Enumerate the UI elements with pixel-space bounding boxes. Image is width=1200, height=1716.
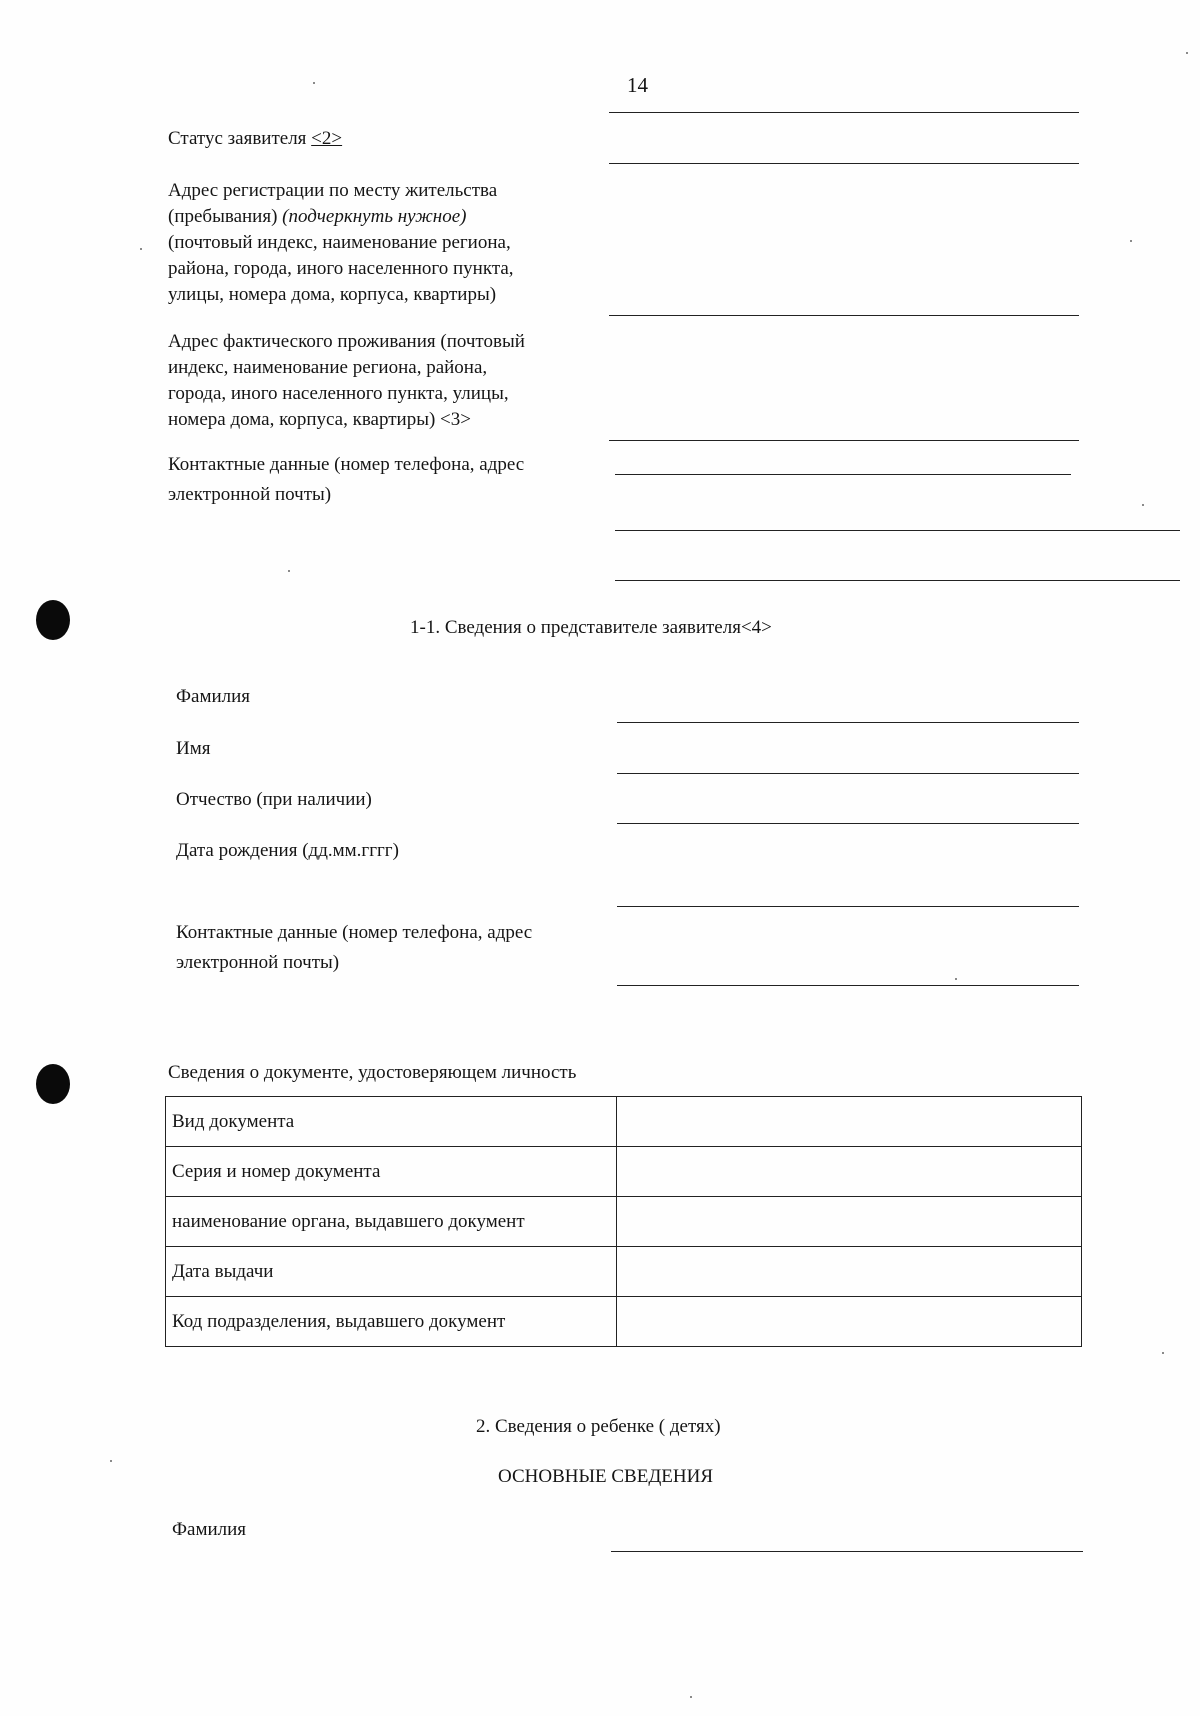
reg-address-label: Адрес регистрации по месту жительства — [168, 180, 498, 201]
table-row — [166, 1247, 1082, 1297]
actual-address-fill-line — [609, 440, 1079, 441]
scan-speck — [313, 82, 315, 84]
rep-contacts-fill-line — [617, 985, 1079, 986]
rep-patronymic-label: Отчество (при наличии) — [176, 789, 372, 810]
status-label-text: Статус заявителя — [168, 128, 312, 149]
actual-address-label: индекс, наименование региона, района, — [168, 357, 488, 378]
reg-address-label: (почтовый индекс, наименование региона, — [168, 232, 511, 253]
reg-address-label: района, города, иного населенного пункта, — [168, 258, 514, 279]
rep-contacts-label: Контактные данные (номер телефона, адрес — [176, 922, 533, 943]
contacts-fill-line — [615, 580, 1180, 581]
table-cell-label: Серия и номер документа — [166, 1147, 617, 1197]
reg-address-fill-line — [609, 315, 1079, 316]
rep-birthdate-label: Дата рождения (дд.мм.гггг) — [176, 840, 399, 861]
punch-hole-bottom — [36, 1064, 70, 1104]
table-cell-value[interactable] — [617, 1297, 1082, 1347]
representative-heading: 1-1. Сведения о представителе заявителя<4> — [410, 617, 772, 638]
contacts-label: электронной почты) — [168, 484, 332, 505]
table-cell-value[interactable] — [617, 1147, 1082, 1197]
table-row — [166, 1147, 1082, 1197]
reg-address-note: (подчеркнуть нужное) — [282, 206, 467, 227]
actual-address-label: Адрес фактического проживания (почтовый — [168, 331, 525, 352]
actual-address-label: города, иного населенного пункта, улицы, — [168, 383, 509, 404]
scan-speck — [690, 1696, 692, 1698]
status-label — [168, 126, 342, 152]
rep-birthdate-fill-line — [617, 906, 1079, 907]
table-cell-label: Код подразделения, выдавшего документ — [166, 1297, 617, 1347]
rep-surname-fill-line — [617, 722, 1079, 723]
contacts-fill-line — [615, 474, 1071, 475]
rep-surname-label: Фамилия — [176, 686, 251, 707]
table-row — [166, 1297, 1082, 1347]
status-fill-line — [609, 163, 1079, 164]
table-row — [166, 1197, 1082, 1247]
scan-speck — [1142, 504, 1144, 506]
scan-speck — [140, 248, 142, 250]
reg-address-label — [168, 204, 466, 230]
scan-speck — [1186, 52, 1188, 54]
table-cell-value[interactable] — [617, 1097, 1082, 1147]
child-subheading: ОСНОВНЫЕ СВЕДЕНИЯ — [498, 1466, 714, 1487]
rep-name-fill-line — [617, 773, 1079, 774]
contacts-label: Контактные данные (номер телефона, адрес — [168, 454, 525, 475]
table-row — [166, 1097, 1082, 1147]
applicant-fill-line — [609, 112, 1079, 113]
reg-address-label: улицы, номера дома, корпуса, квартиры) — [168, 284, 497, 305]
scan-speck — [1162, 1352, 1164, 1354]
scan-speck — [288, 570, 290, 572]
punch-hole-top — [36, 600, 70, 640]
page-number: 14 — [627, 73, 648, 97]
child-heading: 2. Сведения о ребенке ( детях) — [476, 1416, 721, 1437]
id-document-caption: Сведения о документе, удостоверяющем личность — [168, 1062, 577, 1083]
contacts-fill-line — [615, 530, 1180, 531]
rep-patronymic-fill-line — [617, 823, 1079, 824]
table-cell-label: Дата выдачи — [166, 1247, 617, 1297]
id-document-table — [165, 1096, 1082, 1347]
table-cell-value[interactable] — [617, 1247, 1082, 1297]
reg-address-label-part: (пребывания) — [168, 206, 278, 227]
status-footnote-ref: <2> — [311, 128, 343, 149]
scan-speck — [1130, 240, 1132, 242]
scan-speck — [955, 978, 957, 980]
rep-contacts-label: электронной почты) — [176, 952, 340, 973]
scan-speck — [110, 1460, 112, 1462]
child-surname-fill-line — [611, 1551, 1083, 1552]
rep-name-label: Имя — [176, 738, 211, 759]
table-cell-value[interactable] — [617, 1197, 1082, 1247]
actual-address-label: номера дома, корпуса, квартиры) <3> — [168, 409, 471, 430]
table-cell-label: Вид документа — [166, 1097, 617, 1147]
table-cell-label: наименование органа, выдавшего документ — [166, 1197, 617, 1247]
child-surname-label: Фамилия — [172, 1519, 247, 1540]
